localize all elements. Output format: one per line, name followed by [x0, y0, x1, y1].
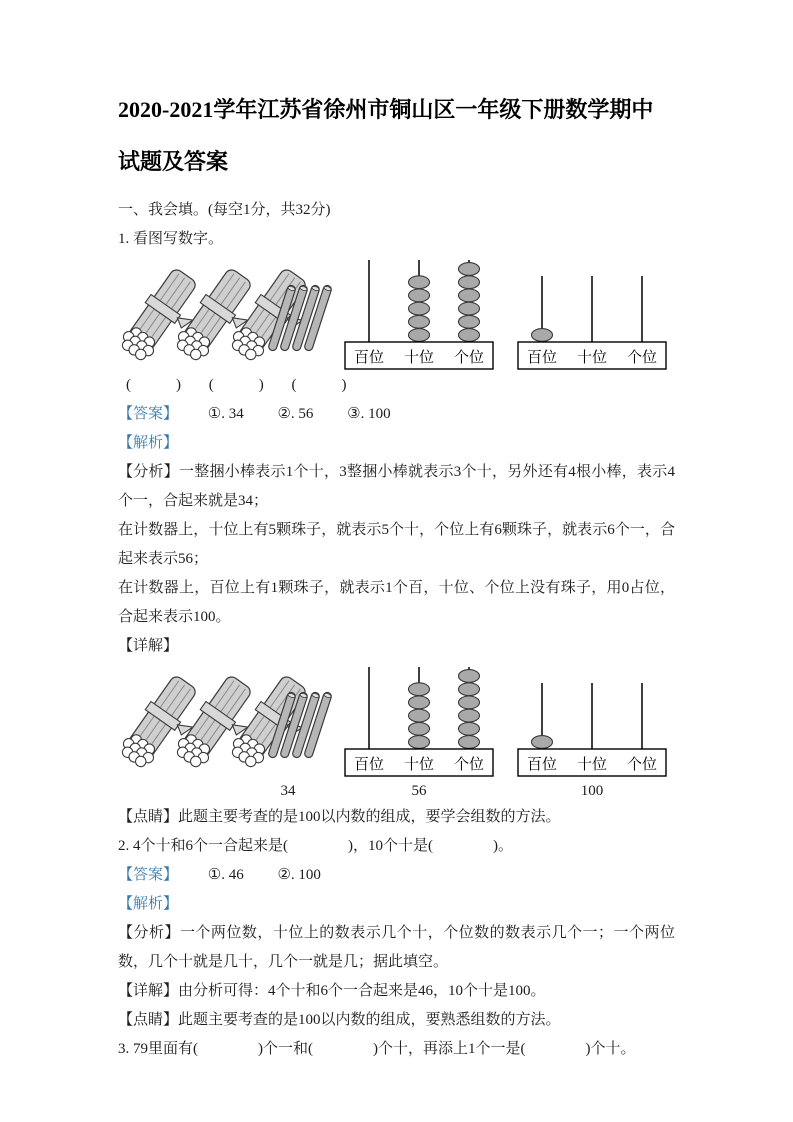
abacus-bead: [459, 683, 480, 696]
blank-2: ( ): [208, 377, 264, 393]
figure-answer-number: 34: [280, 783, 296, 799]
question-3-text: 3. 79里面有( )个一和( )个十，再添上1个一是( )个十。: [118, 1041, 636, 1057]
question-1-answer-figure: [118, 665, 675, 801]
abacus-bead: [459, 736, 480, 749]
question-2-text: 2. 4个十和6个一合起来是( )，10个十是( )。: [118, 838, 513, 854]
figure-answer-number: 56: [411, 783, 427, 799]
q1-analysis-text: 【分析】一整捆小棒表示1个十，3整捆小棒就表示3个十，另外还有4根小棒，表示4个一，合起来就是34；: [118, 464, 675, 509]
place-value-label: 个位: [626, 757, 658, 773]
q1-paragraph-56: 在计数器上，十位上有5颗珠子，就表示5个十，个位上有6颗珠子，就表示6个一，合起来表示56；: [118, 522, 675, 567]
abacus-bead: [459, 329, 480, 342]
page-title: 2020-2021学年江苏省徐州市铜山区一年级下册数学期中试题及答案: [118, 97, 654, 174]
place-value-label: 个位: [453, 757, 485, 773]
q1-detail-label: 【详解】: [118, 638, 179, 654]
question-1-figure: [118, 258, 675, 398]
place-value-counter: [518, 276, 666, 369]
place-value-label: 百位: [526, 350, 558, 366]
q2-detail-text: 【详解】由分析可得：4个十和6个一合起来是46，10个十是100。: [118, 983, 546, 999]
q1-answer-3: ③. 100: [347, 406, 391, 422]
place-value-label: 个位: [453, 350, 485, 366]
abacus-bead: [459, 302, 480, 315]
place-value-label: 百位: [526, 757, 558, 773]
q1-analysis-heading: [118, 429, 675, 458]
abacus-bead: [409, 696, 430, 709]
abacus-bead: [459, 263, 480, 276]
q2-note: 【点睛】此题主要考查的是100以内数的组成，要熟悉组数的方法。: [118, 1012, 561, 1028]
q1-note: 【点睛】此题主要考查的是100以内数的组成，要学会组数的方法。: [118, 809, 561, 825]
abacus-bead: [459, 722, 480, 735]
place-value-label: 个位: [626, 350, 658, 366]
blank-answer-row: [126, 372, 675, 398]
abacus-bead: [459, 289, 480, 302]
answer-label: 【答案】: [118, 867, 179, 883]
sticks-abacus-figure: [118, 258, 675, 370]
place-value-label: 百位: [353, 757, 385, 773]
place-value-label: 十位: [576, 757, 608, 773]
abacus-bead: [459, 670, 480, 683]
abacus-bead: [459, 709, 480, 722]
abacus-bead: [409, 736, 430, 749]
abacus-bead: [459, 696, 480, 709]
abacus-bead: [409, 302, 430, 315]
abacus-bead: [532, 329, 553, 342]
blank-3: ( ): [291, 377, 347, 393]
answer-label: 【答案】: [118, 406, 179, 422]
q2-answer-row: [118, 861, 675, 890]
place-value-label: 十位: [576, 350, 608, 366]
abacus-bead: [459, 276, 480, 289]
abacus-bead: [409, 276, 430, 289]
analysis-label: 【解析】: [118, 435, 179, 451]
q1-answer-2: ②. 56: [277, 406, 314, 422]
abacus-bead: [409, 289, 430, 302]
abacus-bead: [409, 329, 430, 342]
section-1-heading: 一、我会填。(每空1分，共32分): [118, 202, 331, 218]
analysis-label: 【解析】: [118, 896, 179, 912]
q2-answer-1: ①. 46: [207, 867, 244, 883]
abacus-bead: [532, 736, 553, 749]
place-value-counter: [518, 683, 666, 776]
sticks-abacus-answer-figure: [118, 665, 675, 801]
q2-analysis-heading: [118, 890, 675, 919]
place-value-label: 百位: [353, 350, 385, 366]
question-1-text: 1. 看图写数字。: [118, 231, 224, 247]
q2-analysis-text: 【分析】一个两位数，十位上的数表示几个十，个位数的数表示几个一；一个两位数，几个十就是几十，几个一就是几；据此填空。: [118, 925, 675, 970]
place-value-label: 十位: [403, 350, 435, 366]
blank-1: ( ): [126, 377, 181, 393]
abacus-bead: [409, 683, 430, 696]
q1-answer-row: [118, 400, 675, 429]
place-value-counter: [345, 260, 493, 369]
abacus-bead: [409, 315, 430, 328]
place-value-label: 十位: [403, 757, 435, 773]
q1-answer-1: ①. 34: [207, 406, 244, 422]
q1-paragraph-100: 在计数器上，百位上有1颗珠子，就表示1个百，十位、个位上没有珠子，用0占位，合起来表示100。: [118, 580, 675, 625]
abacus-bead: [409, 709, 430, 722]
abacus-bead: [409, 722, 430, 735]
figure-answer-number: 100: [580, 783, 604, 799]
abacus-bead: [459, 315, 480, 328]
place-value-counter: [345, 667, 493, 776]
q2-answer-2: ②. 100: [277, 867, 321, 883]
